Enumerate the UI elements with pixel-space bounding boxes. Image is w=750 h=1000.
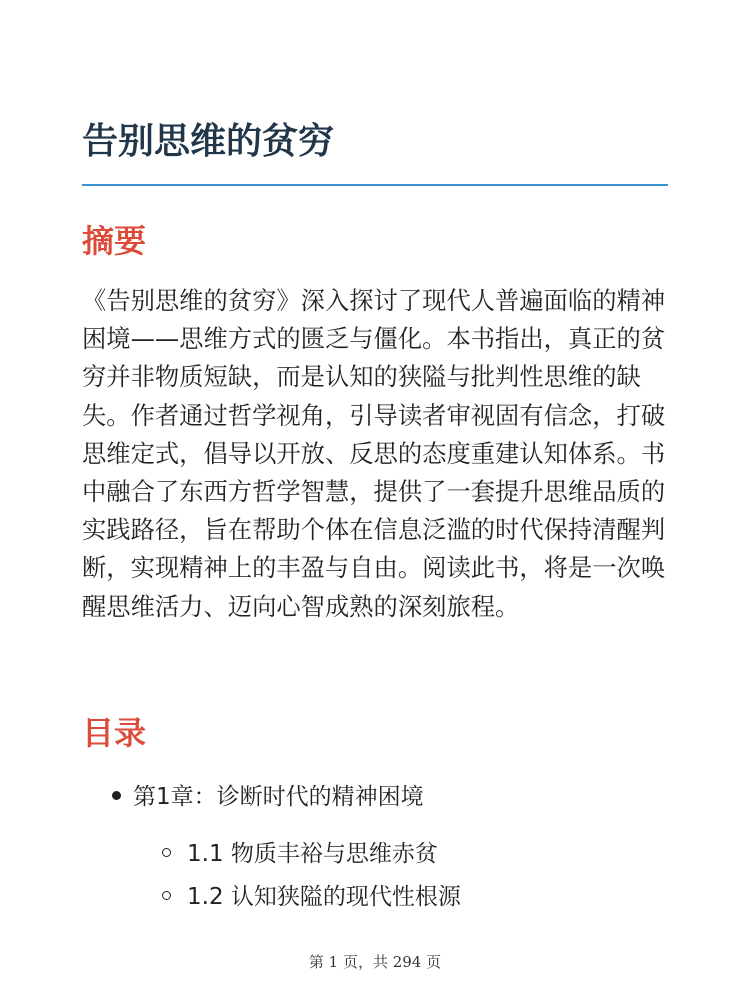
toc-chapter-1[interactable]: [112, 780, 424, 814]
document-title: 告别思维的贫穷: [82, 121, 335, 162]
page-number-footer: 第 1 页，共 294 页: [308, 953, 442, 971]
circle-bullet-icon: [162, 848, 171, 857]
toc-section-1-1-label: 1.1 物质丰裕与思维赤贫: [187, 841, 438, 867]
disc-bullet-icon: [112, 791, 121, 800]
title-divider: [82, 184, 668, 186]
toc-section-1-2[interactable]: [162, 880, 461, 914]
abstract-heading: 摘要: [82, 222, 147, 260]
toc-chapter-1-label: 第1章：诊断时代的精神困境: [133, 784, 424, 810]
toc-heading: 目录: [82, 714, 147, 752]
toc-section-1-2-label: 1.2 认知狭隘的现代性根源: [187, 884, 461, 910]
circle-bullet-icon: [162, 891, 171, 900]
toc-section-1-1[interactable]: [162, 837, 438, 871]
abstract-body: 《告别思维的贫穷》深入探讨了现代人普遍面临的精神困境——思维方式的匮乏与僵化。本书指出，真正的贫穷并非物质短缺，而是认知的狭隘与批判性思维的缺失。作者通过哲学视角，引导读者审视固有信念，打破思维定式，倡导以开放、反思的态度重建认知体系。书中融合了东西方哲学智慧，提供了一套提升思维品质的实践路径，旨在帮助个体在信息泛滥的时代保持清醒判断，实现精神上的丰盈与自由。阅读此书，将是一次唤醒思维活力、迈向心智成熟的深刻旅程。: [82, 286, 666, 621]
